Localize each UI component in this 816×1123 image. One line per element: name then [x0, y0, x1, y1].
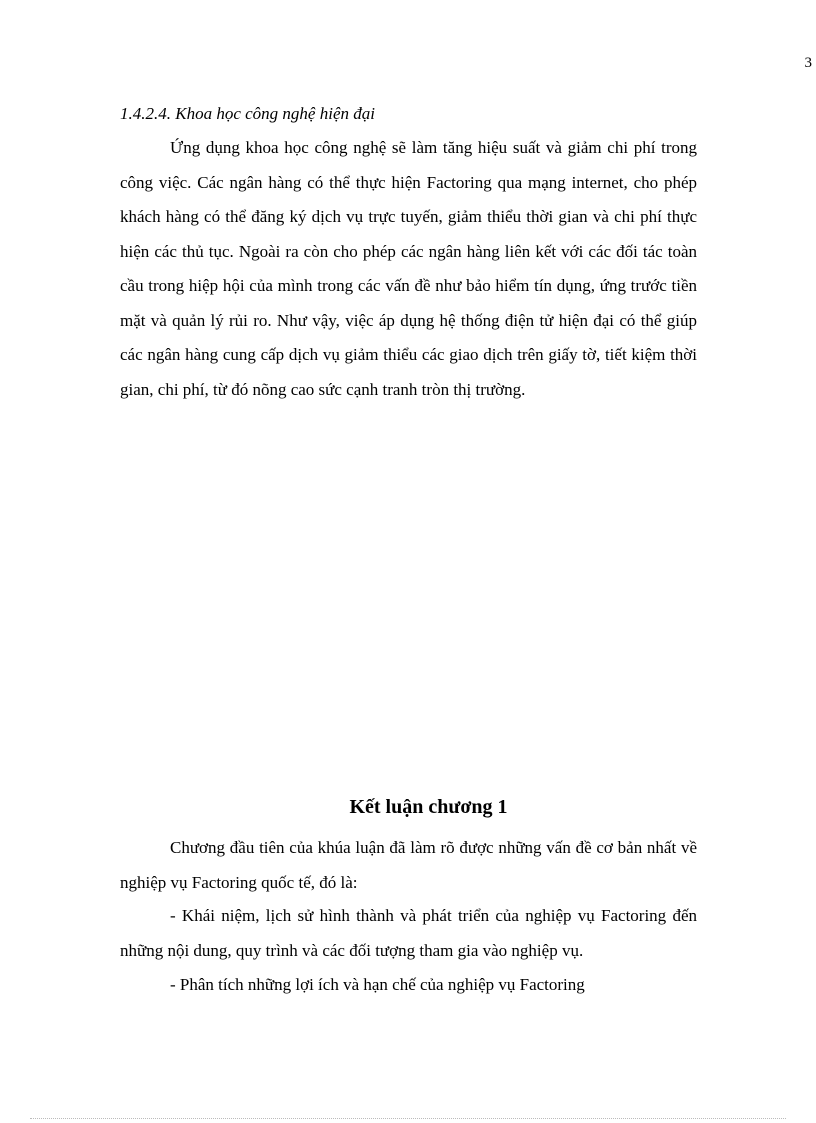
technology-paragraph: Ứng dụng khoa học công nghệ sẽ làm tăng hiệu suất và giảm chi phí trong công việc. Các ngân hàng có thể thực hiện Factoring qua mạng internet, cho phép khách hàng có thể đăng ký dịch vụ trực tuyến, giảm thiểu thời gian và chi phí thực hiện các thủ tục. Ngoài ra còn cho phép các ngân hàng liên kết với các đối tác toàn cầu trong hiệp hội của mình trong các vấn đề như bảo hiểm tín dụng, ứng trước tiền mặt và quản lý rủi ro. Như vậy, việc áp dụng hệ thống điện tử hiện đại có thể giúp các ngân hàng cung cấp dịch vụ giảm thiểu các giao dịch trên giấy tờ, tiết kiệm thời gian, chi phí, từ đó nõng cao sức cạnh tranh tròn thị trường.	[120, 138, 697, 399]
conclusion-bullet-2: - Phân tích những lợi ích và hạn chế của nghiệp vụ Factoring	[170, 975, 585, 994]
conclusion-bullet-1: - Khái niệm, lịch sử hình thành và phát triển của nghiệp vụ Factoring đến những nội dung, quy trình và các đối tượng tham gia vào nghiệp vụ.	[120, 906, 697, 960]
chapter-conclusion-heading: Kết luận chương 1	[349, 796, 508, 818]
subsection-heading: 1.4.2.4. Khoa học công nghệ hiện đại	[120, 104, 375, 123]
page-number: 3	[804, 55, 812, 71]
conclusion-intro-paragraph: Chương đầu tiên của khúa luận đã làm rõ được những vấn đề cơ bản nhất về nghiệp vụ Factoring quốc tế, đó là:	[120, 838, 697, 892]
page-bottom-divider	[30, 1118, 786, 1119]
